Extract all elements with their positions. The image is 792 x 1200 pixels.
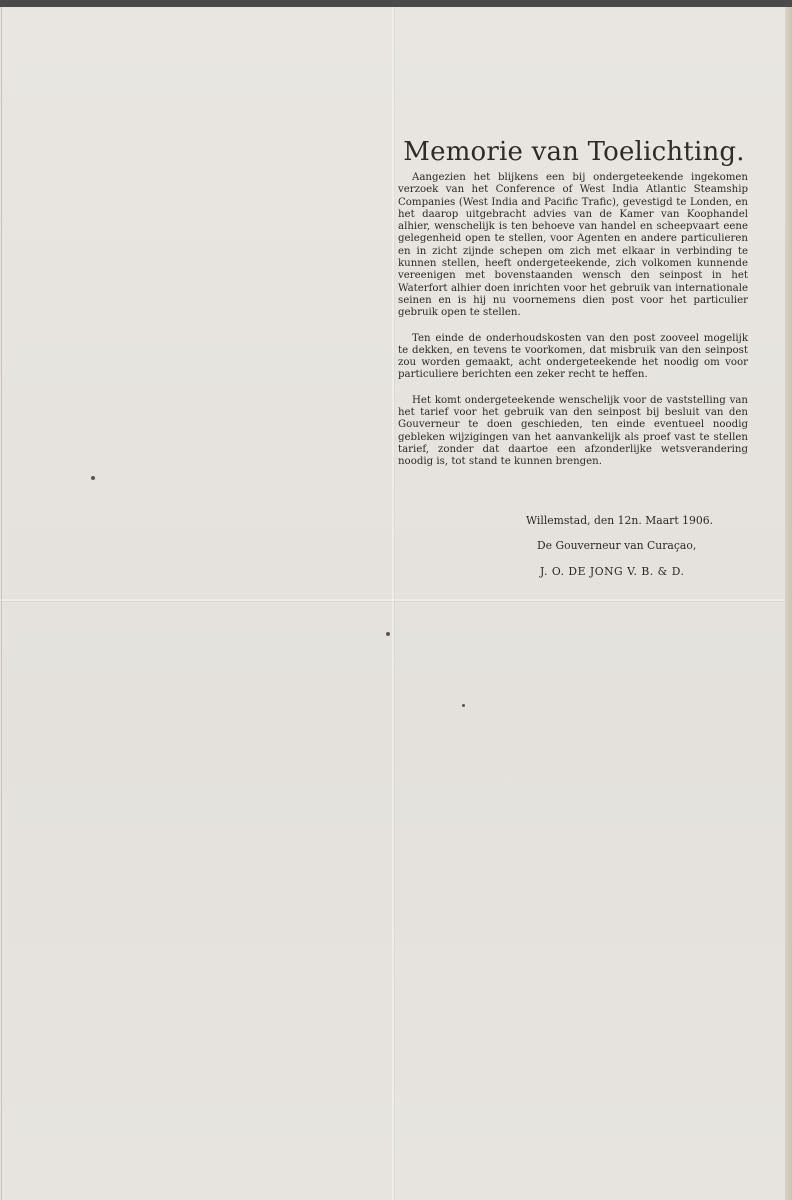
paragraph-1: Aangezien het blijkens een bij ondergeteekende ingekomen verzoek van het Conference of West India Atlantic Steamship Companies (West India and Pacific Trafic), gevestigd te Londen, en het daarop uitgebracht advies van de Kamer van Koophandel alhier, wenschelijk is ten behoeve van handel en scheepvaart eene gelegenheid open te stellen, voor Agenten en andere particulieren en in zicht zijnde schepen om zich met elkaar in verbinding te kunnen stellen, heeft ondergeteekende, zich volkomen kunnende vereenigen met bovenstaanden wensch den seinpost in het Waterfort alhier doen inrichten voor het gebruik van internationale seinen en is hij nu voornemens dien post voor het particulier gebruik open te stellen.: [398, 172, 748, 319]
paper-speck: [386, 632, 390, 636]
role-line: De Gouverneur van Curaçao,: [537, 539, 697, 552]
paper-speck: [462, 704, 465, 707]
paragraph-3: Het komt ondergeteekende wenschelijk voor de vaststelling van het tarief voor het gebruik van den seinpost bij besluit van den Gouverneur te doen geschieden, ten einde eventueel noodig gebleken wijzigingen van het aanvankelijk als proef vast te stellen tarief, zonder dat daartoe een afzonderlijke wetsverandering noodig is, tot stand te kunnen brengen.: [398, 394, 748, 468]
scan-top-edge: [0, 0, 792, 7]
signature-line: J. O. DE JONG V. B. & D.: [540, 565, 685, 578]
document-body: [398, 172, 748, 482]
horizontal-fold-line: [1, 599, 785, 601]
paper-right-edge: [785, 7, 792, 1200]
document-title: Memorie van Toelichting.: [403, 137, 745, 167]
paper-speck: [91, 476, 95, 480]
paragraph-2: Ten einde de onderhoudskosten van den post zooveel mogelijk te dekken, en tevens te voorkomen, dat misbruik van den seinpost zou worden gemaakt, acht ondergeteekende het noodig om voor particuliere berichten een zeker recht te heffen.: [398, 332, 748, 381]
date-line: Willemstad, den 12n. Maart 1906.: [526, 514, 714, 527]
vertical-fold-line: [392, 7, 394, 1200]
